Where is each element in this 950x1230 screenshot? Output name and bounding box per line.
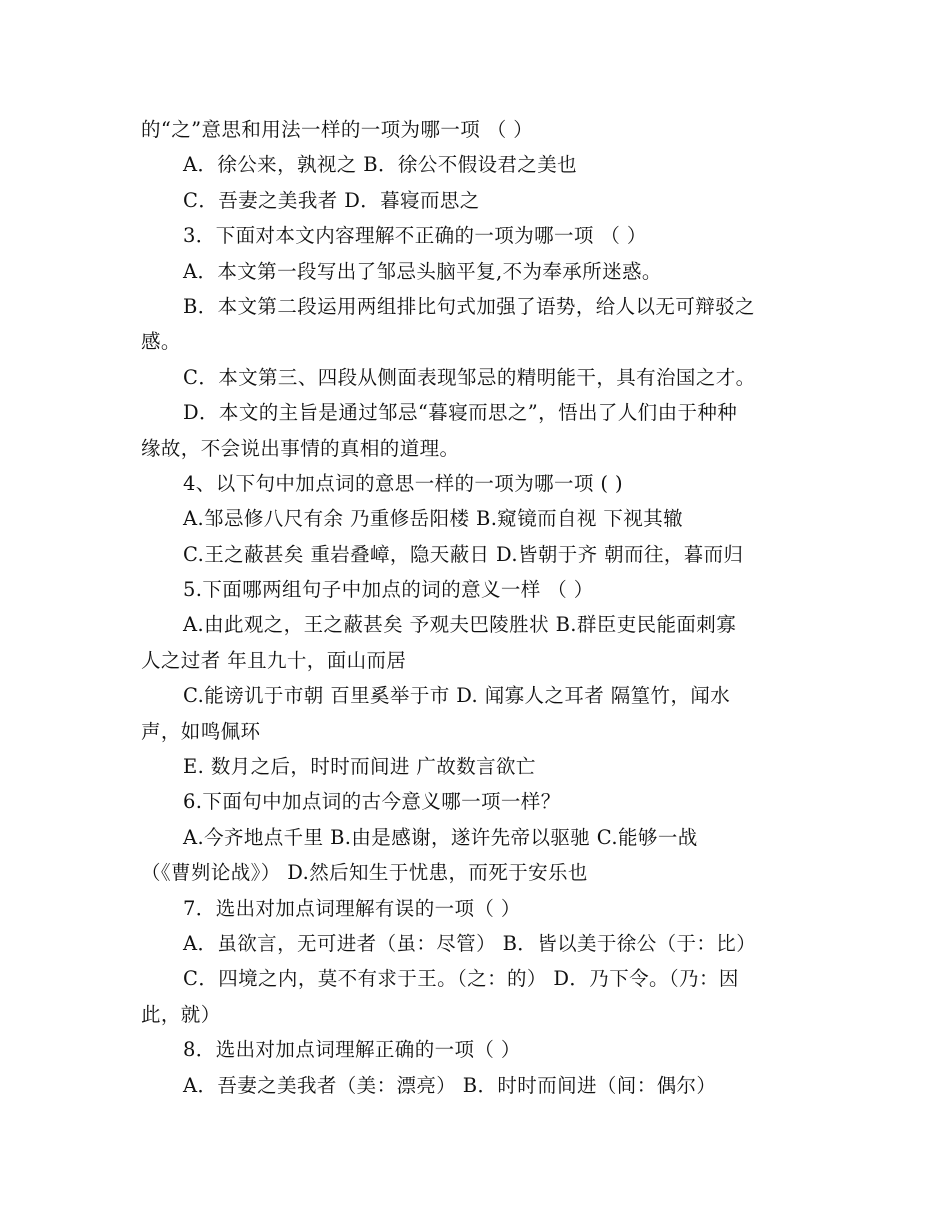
text-line: 感。 — [141, 330, 181, 354]
text-line: A.由此观之，王之蔽甚矣 予观夫巴陵胜状 B.群臣吏民能面刺寡 — [183, 613, 737, 637]
text-line: C．吾妻之美我者 D．暮寝而思之 — [183, 188, 480, 212]
text-line: C．四境之内，莫不有求于王。（之：的） D．乃下令。（乃：因 — [183, 967, 739, 991]
text-line: A．吾妻之美我者（美：漂亮） B．时时而间进（间：偶尔） — [183, 1073, 717, 1097]
text-line: E. 数月之后，时时而间进 广故数言欲亡 — [183, 755, 536, 779]
text-line: C.能谤讥于市朝 百里奚举于市 D. 闻寡人之耳者 隔篁竹，闻水 — [183, 684, 731, 708]
question-heading: 8．选出对加点词理解正确的一项（ ） — [183, 1038, 521, 1062]
text-line: A．徐公来，孰视之 B．徐公不假设君之美也 — [183, 153, 578, 177]
text-line: C．本文第三、四段从侧面表现邹忌的精明能干，具有治国之才。 — [183, 365, 756, 389]
text-line: C.王之蔽甚矣 重岩叠嶂，隐天蔽日 D.皆朝于齐 朝而往，暮而归 — [183, 542, 744, 566]
text-line: 的“之”意思和用法一样的一项为哪一项 （ ） — [141, 118, 534, 141]
text-line: 声，如鸣佩环 — [141, 719, 261, 743]
text-line: B．本文第二段运用两组排比句式加强了语势，给人以无可辩驳之 — [183, 294, 755, 318]
text-line: 人之过者 年且九十，面山而居 — [141, 648, 407, 672]
text-line: D．本文的主旨是通过邹忌“暮寝而思之”，悟出了人们由于种种 — [183, 401, 738, 425]
text-line: A．虽欲言，无可进者（虽：尽管） B．皆以美于徐公（于：比） — [183, 931, 757, 955]
question-heading: 5.下面哪两组句子中加点的词的意义一样 （ ） — [183, 578, 594, 602]
question-heading: 4、以下句中加点词的意思一样的一项为哪一项 ( ) — [183, 471, 624, 495]
text-line: （《曹刿论战》） D.然后知生于忧患，而死于安乐也 — [141, 861, 588, 885]
text-line: A.邹忌修八尺有余 乃重修岳阳楼 B.窥镜而自视 下视其辙 — [183, 507, 684, 531]
text-line: 此，就） — [141, 1002, 221, 1026]
question-heading: 7．选出对加点词理解有误的一项（ ） — [183, 896, 521, 920]
question-heading: 6.下面句中加点词的古今意义哪一项一样？ — [183, 790, 561, 814]
text-line: A．本文第一段写出了邹忌头脑平复,不为奉承所迷惑。 — [183, 259, 662, 283]
text-line: A.今齐地点千里 B.由是感谢，遂许先帝以驱驰 C.能够一战 — [183, 825, 698, 849]
text-line: 缘故，不会说出事情的真相的道理。 — [141, 436, 460, 460]
question-heading: 3．下面对本文内容理解不正确的一项为哪一项 （ ） — [183, 224, 647, 248]
